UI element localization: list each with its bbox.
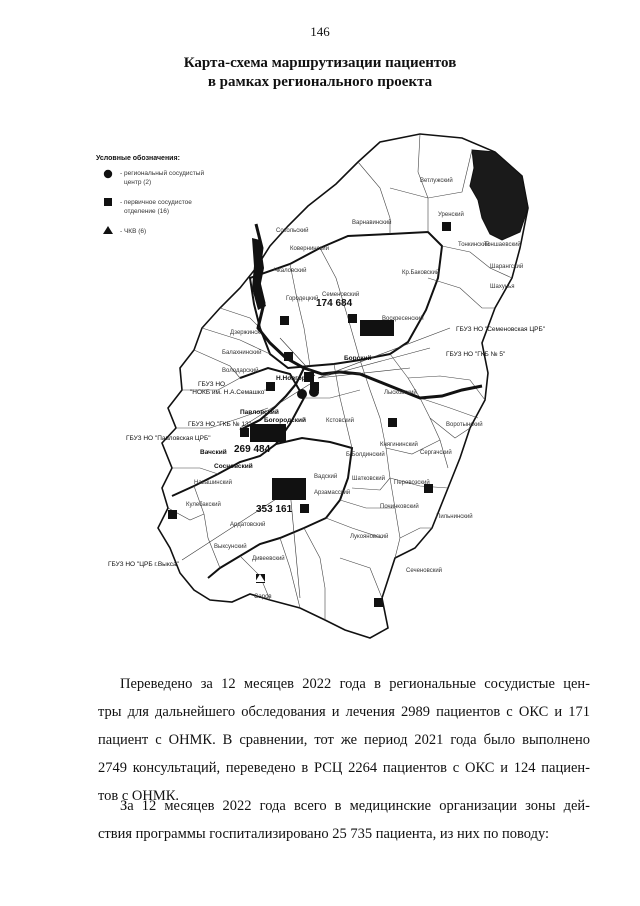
facility-label-gkb13: ГБУЗ НО "ГКБ № 13" [188, 421, 251, 428]
district-label: Чкаловский [274, 268, 307, 274]
paragraph-1-line-3: пациент с ОНМК. В сравнении, тот же период 2021 года было выполнено [98, 732, 590, 748]
district-label: Арзамасский [314, 490, 351, 496]
district-label: Уренский [438, 212, 464, 218]
district-label: Тонкинский [458, 242, 490, 248]
district-label: Навашинский [194, 480, 232, 486]
district-label: Сокольский [276, 228, 309, 234]
district-label: Балахнинский [222, 350, 262, 356]
department-square-icon [360, 320, 394, 336]
district-label: Дзержинск [230, 330, 260, 336]
district-label: Дивеевский [252, 556, 285, 562]
district-label: Вачский [200, 449, 227, 456]
department-square-icon [266, 382, 275, 391]
district-label: Б.Болдинский [346, 452, 385, 458]
paragraph-1-line-5: тов с ОНМК. [98, 788, 180, 804]
paragraph-2 [98, 792, 590, 848]
paragraph-1-line-2: тры для дальнейшего обследования и лечения 2989 пациентов с ОКС и 171 [98, 704, 590, 720]
page-number: 146 [310, 24, 330, 39]
district-label: Ветлужский [420, 178, 453, 184]
district-label: Кстовский [326, 418, 354, 424]
district-label: Кулебакский [186, 502, 221, 508]
department-square-icon [272, 478, 306, 500]
facility-label-vyksa: ГБУЗ НО "ЦРБ г.Выкса" [108, 561, 179, 568]
department-square-icon [280, 316, 289, 325]
district-label: Варнавинский [352, 220, 392, 226]
department-square-icon [168, 510, 177, 519]
district-label: Вадский [314, 474, 338, 480]
district-label: Лукояновский [350, 534, 389, 540]
department-square-icon [250, 424, 286, 442]
routing-map [90, 128, 595, 648]
department-square-icon [348, 314, 357, 323]
district-label: Перевозский [394, 480, 430, 486]
district-label: Сосновский [214, 463, 253, 470]
district-label: Володарский [222, 368, 259, 374]
district-label: Шатковский [352, 476, 385, 482]
district-label: Кр.Баковский [402, 270, 440, 276]
legend-heading: Условные обозначения: [96, 155, 180, 162]
paragraph-1 [98, 670, 590, 810]
department-square-icon [374, 598, 383, 607]
district-label: Выксунский [214, 544, 247, 550]
map-title-line-2: в рамках регионального проекта [207, 74, 433, 90]
zone-population-west: 269 484 [234, 444, 271, 455]
district-label: Шарангский [490, 264, 524, 270]
department-square-icon [284, 352, 293, 361]
legend-triangle-icon [103, 226, 113, 234]
map-title [0, 54, 640, 92]
paragraph-1-line-4: 2749 консультаций, переведено в РСЦ 2264 пациентов с ОКС и 124 пациен- [98, 760, 590, 776]
department-square-icon [442, 222, 451, 231]
legend-circle-icon [104, 170, 112, 178]
district-label: Борский [344, 355, 372, 362]
district-label: Ковернинский [290, 246, 329, 252]
district-label: Воротынский [446, 422, 483, 428]
district-label: Шахунья [490, 284, 515, 290]
zone-population-north: 174 684 [316, 298, 353, 309]
district-label: Городецкий [286, 296, 319, 302]
district-label: Семеновский [322, 292, 360, 298]
district-label: Лысковский [384, 390, 417, 396]
paragraph-2-line-1: За 12 месяцев 2022 года всего в медицинские организации зоны дей- [120, 798, 590, 814]
department-square-icon [388, 418, 397, 427]
department-square-icon [240, 428, 249, 437]
zone-population-south: 353 161 [256, 504, 293, 515]
facility-label-semenov: ГБУЗ НО "Семеновская ЦРБ" [456, 326, 546, 333]
facility-label-pavlovo: ГБУЗ НО "Павловская ЦРБ" [126, 435, 211, 442]
facility-label-nokb-line-1: ГБУЗ НО [198, 381, 226, 388]
legend-square-icon [104, 198, 112, 206]
routing-map-svg [90, 128, 595, 648]
district-label: Н.Новгород [276, 375, 314, 382]
district-label: Павловский [240, 409, 279, 416]
district-label: Сеченовский [406, 568, 443, 574]
legend-item-2-line-2: отделение (16) [124, 208, 170, 215]
regional-vascular-center-icon [297, 389, 307, 399]
map-legend [96, 154, 204, 235]
paragraph-1-line-1: Переведено за 12 месяцев 2022 года в региональные сосудистые цен- [120, 676, 590, 692]
paragraph-2-line-2: ствия программы госпитализировано 25 735 пациента, из них по поводу: [98, 826, 550, 842]
legend-item-2-line-1: - первичное сосудистое [120, 199, 192, 206]
department-square-icon [300, 504, 309, 513]
district-label: Саров [254, 594, 272, 600]
district-label: Воскресенский [382, 316, 424, 322]
district-label: Тоншаевский [484, 242, 521, 248]
department-square-icon [310, 382, 319, 391]
legend-item-1-line-2: центр (2) [124, 179, 152, 186]
district-label: Сергачский [420, 450, 452, 456]
district-label: Починковский [380, 504, 419, 510]
legend-item-3-line-1: - ЧКВ (6) [120, 228, 147, 235]
district-label: Княгининский [380, 442, 418, 448]
facility-label-gkb5: ГБУЗ НО "ГКБ № 5" [446, 351, 506, 358]
facility-label-nokb-line-2: "НОКБ им. Н.А.Семашко" [190, 389, 267, 396]
district-label: Пильнинский [436, 514, 473, 520]
legend-item-1-line-1: - региональный сосудистый [120, 170, 205, 177]
map-title-line-1: Карта-схема маршрутизации пациентов [183, 55, 457, 71]
district-label: Богородский [264, 417, 306, 424]
district-label: Ардатовский [230, 522, 266, 528]
